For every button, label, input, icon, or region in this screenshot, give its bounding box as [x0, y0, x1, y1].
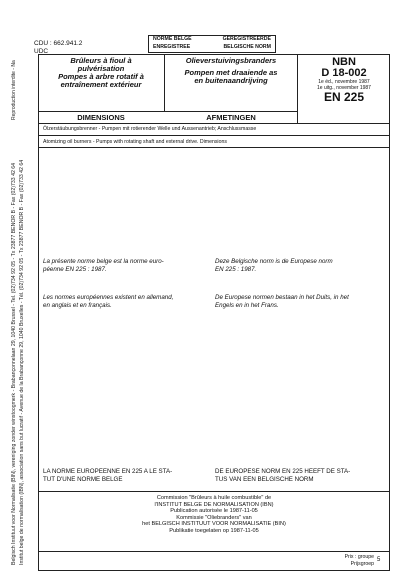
fr-statement-1 — [43, 258, 208, 273]
nl-statement-1-line-1: Deze Belgische norm is de Europese norm — [215, 258, 333, 265]
norm-nl-2: BELGISCHE NORM — [223, 43, 271, 50]
fr-status — [43, 468, 208, 483]
nbn-edition-nl: 1e uitg., november 1987 — [317, 85, 371, 91]
norm-fr-2: ENREGISTREE — [153, 43, 191, 50]
price-label-fr: Prix : groupe — [344, 554, 374, 560]
title-fr-line-3: Pompes à arbre rotatif à — [58, 72, 144, 81]
dimensions-nl: AFMETINGEN — [206, 113, 256, 122]
desc-en: Atomizing oil burners - Pumps with rotating shaft and external drive. Dimensions — [43, 139, 227, 145]
en-number: EN 225 — [323, 90, 365, 104]
norm-nl-1: GEREGISTREERDE — [222, 36, 271, 42]
commission-line-4: Kommissie "Oliebranders" van — [176, 514, 252, 521]
nbn-label: NBN — [332, 56, 356, 68]
commission-line-5: het BELGISCH INSTITUUT VOOR NORMALISATIE (BIN) — [142, 521, 286, 527]
fr-statement-2 — [43, 294, 211, 309]
title-fr — [41, 57, 161, 89]
cdu-label: CDU : 662.941.2 — [34, 40, 83, 47]
side-text-left: Belgisch Instituut voor Normalisatie (BIN), vereniging zonder winstoogmerk - Brabançonnelaan 29, 1040 Brussel - Tel. (02)734 92 05 - Tx 23877 BENOR B - Fax (02)733 42 64 — [11, 162, 17, 565]
price-group — [329, 554, 374, 567]
commission-line-2: l'INSTITUT BELGE DE NORMALISATION (IBN) — [154, 501, 274, 508]
fr-statement-1-line-1: La présente norme belge est la norme euro- — [43, 258, 164, 265]
nbn-edition-fr: 1e éd., novembre 1987 — [318, 79, 370, 85]
price-label-nl: Prijsgroep — [350, 560, 374, 567]
nbn-code: D 18-002 — [321, 67, 367, 79]
title-nl — [167, 57, 295, 85]
udc-label: UDC — [34, 48, 49, 55]
norm-fr-1: NORME BELGE — [153, 36, 192, 42]
nl-status — [215, 468, 387, 483]
side-text-right: Institut belge de normalisation (IBN), association sans but lucratif - Avenue de la Brabançonne 29, 1040 Bruxelles - Tél. (02)734 92 05 - Tx 23877 BENOR B - Fax (02)733 42 64 — [19, 159, 25, 565]
nl-status-line-1: DE EUROPESE NORM EN 225 HEEFT DE STA- — [215, 468, 351, 475]
title-fr-line-4: entraînement extérieur — [60, 80, 142, 89]
nl-statement-2 — [215, 294, 387, 309]
nbn-reference — [301, 57, 387, 103]
fr-status-line-1: LA NORME EUROPEENNE EN 225 A LE STA- — [43, 468, 173, 475]
norm-frame — [38, 54, 390, 571]
fr-status-line-2: TUT D'UNE NORME BELGE — [43, 475, 123, 483]
title-nl-line-1: Olieverstuivingsbranders — [185, 56, 277, 65]
side-text-bottom-left: Reproduction interdite - Nadruk verboden — [11, 60, 17, 120]
title-fr-line-1: Brûleurs à fioul à — [70, 56, 132, 65]
nl-statement-1 — [215, 258, 385, 273]
commission-block — [39, 495, 389, 534]
fr-statement-2-line-2: en anglais et en français. — [43, 301, 112, 309]
price-value: 5 — [377, 557, 381, 563]
dimensions-fr: DIMENSIONS — [77, 113, 125, 122]
commission-line-1: Commission "Brûleurs à huile combustible" de — [156, 495, 272, 501]
nl-status-line-2: TUS VAN EEN BELGISCHE NORM — [215, 475, 314, 483]
title-nl-line-2: Pompen met draaiende as — [184, 68, 278, 77]
nl-statement-2-line-2: Engels en in het Frans. — [215, 301, 279, 309]
nl-statement-1-line-2: EN 225 : 1987. — [215, 265, 257, 273]
side-text-svg — [8, 60, 32, 570]
nl-statement-2-line-1: De Europese normen bestaan in het Duits, in het — [215, 294, 349, 301]
commission-line-3: Publication autorisée le 1987-11-05 — [170, 508, 258, 514]
norm-header-box — [148, 35, 276, 53]
fr-statement-2-line-1: Les normes européennes existent en allemand, — [43, 294, 174, 301]
fr-statement-1-line-2: péenne EN 225 : 1987. — [43, 265, 107, 273]
commission-line-6: Publikatie toegelaten op 1987-11-05 — [169, 527, 259, 534]
desc-de: Ölzerstäubungsbrenner - Pumpen mit rotierender Welle und Aussenantrieb; Anschlussmasse — [43, 126, 257, 132]
side-margin-text — [8, 60, 32, 570]
title-nl-line-3: en buitenaandrijving — [194, 76, 268, 85]
title-fr-line-2: pulvérisation — [77, 64, 125, 73]
